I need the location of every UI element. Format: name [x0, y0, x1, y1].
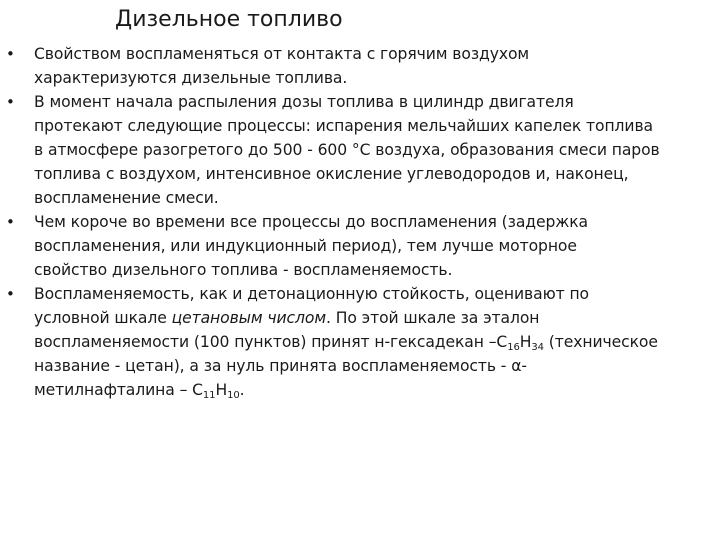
bullet-2-line-4: топлива с воздухом, интенсивное окисление углеводородов и, наконец,: [34, 165, 629, 183]
hexadecane-carbon-subscript: 16: [507, 342, 520, 353]
cetane-number-term: цетановым числом: [171, 309, 326, 327]
bullet-4-line-4: название - цетан), а за нуль принята воспламеняемость - α-: [34, 357, 527, 375]
bullet-2-line-1: В момент начала распыления дозы топлива в цилиндр двигателя: [34, 93, 574, 111]
bullet-4-line-1: Воспламеняемость, как и детонационную стойкость, оценивают по: [34, 285, 589, 303]
bullet-4-line-2-pre: условной шкале: [34, 309, 172, 327]
bullet-1-line-1: Свойством воспламеняться от контакта с горячим воздухом: [34, 45, 530, 63]
bullet-4-line-3-post: (техническое: [543, 333, 658, 351]
bullet-1-line-2: характеризуются дизельные топлива.: [34, 69, 348, 87]
hexadecane-hydrogen-symbol: Н: [519, 333, 532, 351]
bullet-2-line-5: воспламенение смеси.: [34, 189, 219, 207]
bullet-3-line-3: свойство дизельного топлива - воспламеняемость.: [34, 261, 453, 279]
bullet-3-line-1: Чем короче во времени все процессы до воспламенения (задержка: [34, 213, 588, 231]
bullet-2-line-2: протекают следующие процессы: испарения мельчайших капелек топлива: [34, 117, 654, 135]
methylnaphthalene-text: метилнафталина – С: [34, 381, 203, 399]
hexadecane-text: воспламеняемости (100 пунктов) принят н-гексадекан –С: [34, 333, 508, 351]
methylnaphthalene-hydrogen-subscript: 10: [227, 390, 240, 401]
bullet-item-3: [0, 210, 720, 282]
bullet-item-1: [0, 42, 720, 90]
slide-title: Дизельное топливо: [115, 7, 343, 32]
methylnaphthalene-hydrogen-symbol: Н: [215, 381, 228, 399]
bullet-dot-icon: •: [6, 213, 15, 231]
bullet-item-4: [0, 282, 720, 402]
bullet-4-line-2: [34, 306, 712, 330]
bullet-dot-icon: •: [6, 45, 15, 63]
bullet-4-line-5: [34, 378, 712, 402]
bullet-4-line-5-post: .: [239, 381, 245, 399]
bullet-dot-icon: •: [6, 93, 15, 111]
hexadecane-hydrogen-subscript: 34: [531, 342, 544, 353]
bullet-3-line-2: воспламенения, или индукционный период), тем лучше моторное: [34, 237, 577, 255]
bullet-list: [0, 42, 720, 402]
bullet-item-2: [0, 90, 720, 210]
bullet-2-line-3: в атмосфере разогретого до 500 - 600 °С воздуха, образования смеси паров: [34, 141, 660, 159]
bullet-dot-icon: •: [6, 285, 15, 303]
bullet-4-line-2-post: . По этой шкале за эталон: [326, 309, 540, 327]
methylnaphthalene-carbon-subscript: 11: [202, 390, 216, 401]
bullet-4-line-3: [34, 330, 712, 354]
